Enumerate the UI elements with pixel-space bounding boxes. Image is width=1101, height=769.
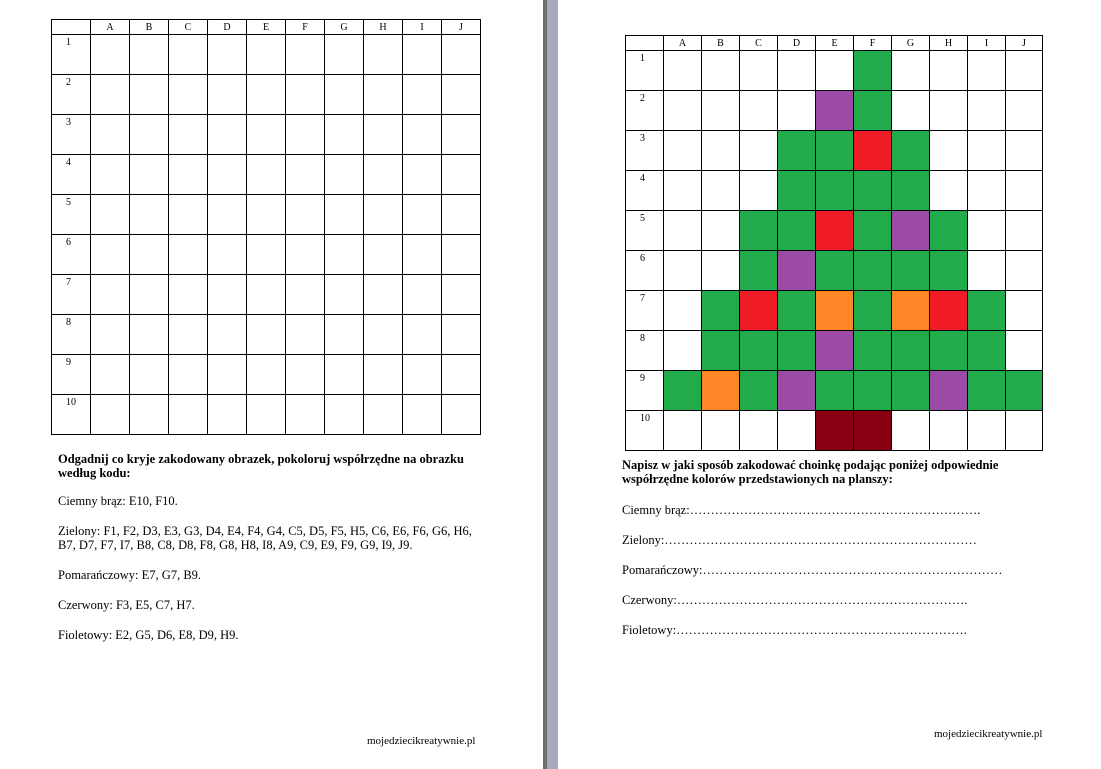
- grid-cell-g2[interactable]: [325, 75, 364, 115]
- column-header-a: A: [664, 36, 702, 51]
- column-header-h: H: [930, 36, 968, 51]
- grid-cell-h8: [930, 331, 968, 371]
- grid-cell-a7[interactable]: [91, 275, 130, 315]
- grid-row: [626, 131, 1043, 171]
- grid-cell-d8: [778, 331, 816, 371]
- grid-cell-j6: [1006, 251, 1043, 291]
- column-header-e: E: [816, 36, 854, 51]
- grid-cell-g3[interactable]: [325, 115, 364, 155]
- grid-cell-i7[interactable]: [403, 275, 442, 315]
- grid-cell-j3: [1006, 131, 1043, 171]
- grid-cell-a3[interactable]: [91, 115, 130, 155]
- grid-cell-e7[interactable]: [247, 275, 286, 315]
- grid-cell-e10: [816, 411, 854, 451]
- grid-cell-c10[interactable]: [169, 395, 208, 435]
- code-dark-brown: Ciemny brąz: E10, F10.: [58, 494, 178, 508]
- grid-cell-e10[interactable]: [247, 395, 286, 435]
- grid-cell-c6[interactable]: [169, 235, 208, 275]
- answer-line-purple[interactable]: Fioletowy:…………………………………………………………….: [622, 623, 967, 637]
- grid-cell-b5[interactable]: [130, 195, 169, 235]
- grid-cell-a3: [664, 131, 702, 171]
- grid-cell-j2: [1006, 91, 1043, 131]
- grid-row: [52, 75, 481, 115]
- grid-cell-d5: [778, 211, 816, 251]
- corner-cell: [52, 20, 91, 35]
- grid-cell-j10[interactable]: [442, 395, 481, 435]
- grid-cell-f6[interactable]: [286, 235, 325, 275]
- grid-cell-a9: [664, 371, 702, 411]
- grid-row: [626, 51, 1043, 91]
- grid-cell-c3[interactable]: [169, 115, 208, 155]
- grid-row: [626, 91, 1043, 131]
- grid-cell-e3: [816, 131, 854, 171]
- grid-row: [626, 291, 1043, 331]
- row-header-3: 3: [52, 115, 91, 155]
- column-header-f: F: [286, 20, 325, 35]
- grid-row: [626, 211, 1043, 251]
- grid-cell-h1[interactable]: [364, 35, 403, 75]
- corner-cell: [626, 36, 664, 51]
- grid-row: [52, 235, 481, 275]
- column-header-i: I: [403, 20, 442, 35]
- grid-cell-j10: [1006, 411, 1043, 451]
- code-orange: Pomarańczowy: E7, G7, B9.: [58, 568, 202, 582]
- grid-cell-g4[interactable]: [325, 155, 364, 195]
- grid-cell-e3[interactable]: [247, 115, 286, 155]
- left-worksheet-page: [0, 0, 543, 769]
- grid-cell-a2[interactable]: [91, 75, 130, 115]
- grid-cell-a4[interactable]: [91, 155, 130, 195]
- grid-row: [52, 395, 481, 435]
- grid-cell-j5[interactable]: [442, 195, 481, 235]
- row-header-5: 5: [626, 211, 664, 251]
- grid-cell-c10: [740, 411, 778, 451]
- grid-cell-c4[interactable]: [169, 155, 208, 195]
- grid-cell-c5[interactable]: [169, 195, 208, 235]
- grid-cell-h6: [930, 251, 968, 291]
- grid-cell-h9[interactable]: [364, 355, 403, 395]
- grid-cell-b3: [702, 131, 740, 171]
- grid-row: [52, 195, 481, 235]
- grid-cell-b4: [702, 171, 740, 211]
- grid-row: [52, 275, 481, 315]
- grid-cell-g10: [892, 411, 930, 451]
- grid-cell-f7[interactable]: [286, 275, 325, 315]
- grid-cell-a5[interactable]: [91, 195, 130, 235]
- column-header-f: F: [854, 36, 892, 51]
- grid-cell-f10[interactable]: [286, 395, 325, 435]
- column-header-j: J: [442, 20, 481, 35]
- grid-cell-c5: [740, 211, 778, 251]
- grid-cell-g7[interactable]: [325, 275, 364, 315]
- row-header-1: 1: [52, 35, 91, 75]
- column-header-i: I: [968, 36, 1006, 51]
- grid-cell-e2: [816, 91, 854, 131]
- grid-cell-f2: [854, 91, 892, 131]
- grid-cell-h5: [930, 211, 968, 251]
- grid-cell-d1: [778, 51, 816, 91]
- grid-cell-j4[interactable]: [442, 155, 481, 195]
- grid-cell-b8: [702, 331, 740, 371]
- grid-cell-i3[interactable]: [403, 115, 442, 155]
- grid-row: [52, 115, 481, 155]
- grid-row: [52, 315, 481, 355]
- grid-cell-b5: [702, 211, 740, 251]
- grid-cell-a7: [664, 291, 702, 331]
- grid-row: [626, 411, 1043, 451]
- grid-cell-i7: [968, 291, 1006, 331]
- grid-cell-e9: [816, 371, 854, 411]
- grid-row: [52, 35, 481, 75]
- row-header-8: 8: [626, 331, 664, 371]
- answer-line-orange[interactable]: Pomarańczowy:………………………………………………………………: [622, 563, 1003, 577]
- grid-cell-i10: [968, 411, 1006, 451]
- grid-cell-d6: [778, 251, 816, 291]
- grid-cell-f10: [854, 411, 892, 451]
- row-header-10: 10: [52, 395, 91, 435]
- grid-cell-f5: [854, 211, 892, 251]
- colored-christmas-tree-grid: [625, 35, 1043, 451]
- grid-cell-d8[interactable]: [208, 315, 247, 355]
- grid-cell-g1: [892, 51, 930, 91]
- grid-cell-g9: [892, 371, 930, 411]
- grid-cell-i5: [968, 211, 1006, 251]
- grid-cell-e4: [816, 171, 854, 211]
- row-header-6: 6: [626, 251, 664, 291]
- grid-cell-h7[interactable]: [364, 275, 403, 315]
- grid-cell-i9[interactable]: [403, 355, 442, 395]
- grid-cell-h8[interactable]: [364, 315, 403, 355]
- grid-cell-i1: [968, 51, 1006, 91]
- grid-cell-d1[interactable]: [208, 35, 247, 75]
- grid-cell-f8[interactable]: [286, 315, 325, 355]
- grid-cell-f1[interactable]: [286, 35, 325, 75]
- grid-cell-h2: [930, 91, 968, 131]
- grid-cell-e2[interactable]: [247, 75, 286, 115]
- grid-cell-a4: [664, 171, 702, 211]
- grid-cell-g5[interactable]: [325, 195, 364, 235]
- grid-cell-d10[interactable]: [208, 395, 247, 435]
- grid-cell-d4[interactable]: [208, 155, 247, 195]
- grid-cell-i9: [968, 371, 1006, 411]
- grid-cell-d3: [778, 131, 816, 171]
- grid-cell-g3: [892, 131, 930, 171]
- column-header-row: [626, 36, 1043, 51]
- grid-cell-b8[interactable]: [130, 315, 169, 355]
- grid-cell-d7: [778, 291, 816, 331]
- grid-cell-a8: [664, 331, 702, 371]
- grid-cell-b10[interactable]: [130, 395, 169, 435]
- grid-cell-d7[interactable]: [208, 275, 247, 315]
- grid-cell-c9: [740, 371, 778, 411]
- grid-row: [626, 171, 1043, 211]
- grid-cell-i3: [968, 131, 1006, 171]
- grid-cell-c1[interactable]: [169, 35, 208, 75]
- grid-cell-d5[interactable]: [208, 195, 247, 235]
- grid-cell-c6: [740, 251, 778, 291]
- grid-cell-h4: [930, 171, 968, 211]
- grid-cell-j4: [1006, 171, 1043, 211]
- grid-cell-e6[interactable]: [247, 235, 286, 275]
- grid-cell-e6: [816, 251, 854, 291]
- row-header-4: 4: [626, 171, 664, 211]
- grid-cell-a5: [664, 211, 702, 251]
- grid-cell-j5: [1006, 211, 1043, 251]
- grid-cell-b7[interactable]: [130, 275, 169, 315]
- grid-cell-b2: [702, 91, 740, 131]
- grid-cell-b10: [702, 411, 740, 451]
- column-header-e: E: [247, 20, 286, 35]
- grid-cell-b6[interactable]: [130, 235, 169, 275]
- grid-cell-b1: [702, 51, 740, 91]
- grid-cell-j3[interactable]: [442, 115, 481, 155]
- grid-cell-h6[interactable]: [364, 235, 403, 275]
- grid-row: [626, 371, 1043, 411]
- grid-cell-j7: [1006, 291, 1043, 331]
- left-footer-watermark: mojedziecikreatywnie.pl: [367, 735, 476, 747]
- column-header-a: A: [91, 20, 130, 35]
- grid-cell-c7: [740, 291, 778, 331]
- grid-row: [52, 355, 481, 395]
- grid-cell-b3[interactable]: [130, 115, 169, 155]
- grid-cell-f3: [854, 131, 892, 171]
- grid-cell-c9[interactable]: [169, 355, 208, 395]
- grid-cell-c3: [740, 131, 778, 171]
- row-header-7: 7: [626, 291, 664, 331]
- grid-cell-h1: [930, 51, 968, 91]
- right-heading: Napisz w jaki sposób zakodować choinkę podając poniżej odpowiednie współrzędne kolorów przedstawionych na planszy:: [622, 458, 999, 486]
- grid-cell-j1: [1006, 51, 1043, 91]
- page-divider-gap: [547, 0, 558, 769]
- grid-cell-a6[interactable]: [91, 235, 130, 275]
- grid-cell-c8[interactable]: [169, 315, 208, 355]
- grid-cell-h3[interactable]: [364, 115, 403, 155]
- grid-cell-i8[interactable]: [403, 315, 442, 355]
- grid-cell-a6: [664, 251, 702, 291]
- grid-cell-d3[interactable]: [208, 115, 247, 155]
- right-footer-watermark: mojedziecikreatywnie.pl: [934, 728, 1043, 740]
- column-header-b: B: [130, 20, 169, 35]
- code-red: Czerwony: F3, E5, C7, H7.: [58, 598, 195, 612]
- blank-coordinate-grid: [51, 19, 481, 435]
- grid-cell-a1[interactable]: [91, 35, 130, 75]
- grid-cell-g8: [892, 331, 930, 371]
- grid-row: [626, 251, 1043, 291]
- grid-cell-f2[interactable]: [286, 75, 325, 115]
- grid-cell-d2: [778, 91, 816, 131]
- right-instructions: [622, 458, 1042, 500]
- grid-cell-j8[interactable]: [442, 315, 481, 355]
- column-header-row: [52, 20, 481, 35]
- row-header-2: 2: [52, 75, 91, 115]
- grid-cell-f1: [854, 51, 892, 91]
- grid-cell-b7: [702, 291, 740, 331]
- column-header-j: J: [1006, 36, 1043, 51]
- grid-cell-j7[interactable]: [442, 275, 481, 315]
- grid-cell-f9[interactable]: [286, 355, 325, 395]
- grid-cell-f8: [854, 331, 892, 371]
- column-header-g: G: [892, 36, 930, 51]
- grid-cell-e9[interactable]: [247, 355, 286, 395]
- grid-cell-f4[interactable]: [286, 155, 325, 195]
- column-header-c: C: [740, 36, 778, 51]
- grid-cell-f4: [854, 171, 892, 211]
- grid-cell-a9[interactable]: [91, 355, 130, 395]
- grid-cell-i2: [968, 91, 1006, 131]
- row-header-1: 1: [626, 51, 664, 91]
- grid-cell-e4[interactable]: [247, 155, 286, 195]
- column-header-b: B: [702, 36, 740, 51]
- grid-cell-e5[interactable]: [247, 195, 286, 235]
- grid-cell-g6: [892, 251, 930, 291]
- grid-cell-g4: [892, 171, 930, 211]
- grid-cell-d9: [778, 371, 816, 411]
- grid-cell-a10[interactable]: [91, 395, 130, 435]
- grid-cell-d4: [778, 171, 816, 211]
- answer-line-red[interactable]: Czerwony:…………………………………………………………….: [622, 593, 968, 607]
- grid-cell-g1[interactable]: [325, 35, 364, 75]
- grid-cell-e1: [816, 51, 854, 91]
- grid-cell-j9: [1006, 371, 1043, 411]
- grid-cell-i6[interactable]: [403, 235, 442, 275]
- row-header-4: 4: [52, 155, 91, 195]
- grid-cell-a8[interactable]: [91, 315, 130, 355]
- grid-cell-b9[interactable]: [130, 355, 169, 395]
- grid-cell-g2: [892, 91, 930, 131]
- column-header-h: H: [364, 20, 403, 35]
- grid-cell-h10: [930, 411, 968, 451]
- column-header-g: G: [325, 20, 364, 35]
- grid-cell-j9[interactable]: [442, 355, 481, 395]
- grid-cell-i2[interactable]: [403, 75, 442, 115]
- grid-cell-i10[interactable]: [403, 395, 442, 435]
- grid-cell-a2: [664, 91, 702, 131]
- grid-cell-f5[interactable]: [286, 195, 325, 235]
- grid-cell-h9: [930, 371, 968, 411]
- grid-cell-h2[interactable]: [364, 75, 403, 115]
- answer-line-dark-brown[interactable]: Ciemny brąz:…………………………………………………………….: [622, 503, 981, 517]
- grid-cell-h3: [930, 131, 968, 171]
- column-header-c: C: [169, 20, 208, 35]
- grid-cell-e7: [816, 291, 854, 331]
- grid-cell-i5[interactable]: [403, 195, 442, 235]
- grid-cell-e1[interactable]: [247, 35, 286, 75]
- grid-cell-j8: [1006, 331, 1043, 371]
- grid-cell-g9[interactable]: [325, 355, 364, 395]
- grid-cell-g7: [892, 291, 930, 331]
- grid-cell-f7: [854, 291, 892, 331]
- grid-cell-g5: [892, 211, 930, 251]
- grid-cell-c7[interactable]: [169, 275, 208, 315]
- grid-cell-g6[interactable]: [325, 235, 364, 275]
- grid-cell-g8[interactable]: [325, 315, 364, 355]
- grid-cell-i4[interactable]: [403, 155, 442, 195]
- grid-cell-f3[interactable]: [286, 115, 325, 155]
- left-heading: Odgadnij co kryje zakodowany obrazek, pokoloruj współrzędne na obrazku według kodu:: [58, 452, 464, 480]
- grid-cell-j2[interactable]: [442, 75, 481, 115]
- column-header-d: D: [208, 20, 247, 35]
- row-header-9: 9: [52, 355, 91, 395]
- grid-cell-a10: [664, 411, 702, 451]
- grid-cell-e5: [816, 211, 854, 251]
- grid-cell-j6[interactable]: [442, 235, 481, 275]
- grid-cell-d10: [778, 411, 816, 451]
- row-header-7: 7: [52, 275, 91, 315]
- grid-cell-i6: [968, 251, 1006, 291]
- grid-cell-d2[interactable]: [208, 75, 247, 115]
- grid-cell-f6: [854, 251, 892, 291]
- left-instructions: [58, 452, 478, 658]
- grid-cell-d6[interactable]: [208, 235, 247, 275]
- grid-cell-h7: [930, 291, 968, 331]
- grid-cell-c2[interactable]: [169, 75, 208, 115]
- grid-cell-f9: [854, 371, 892, 411]
- grid-cell-a1: [664, 51, 702, 91]
- row-header-9: 9: [626, 371, 664, 411]
- grid-cell-d9[interactable]: [208, 355, 247, 395]
- row-header-3: 3: [626, 131, 664, 171]
- grid-cell-i8: [968, 331, 1006, 371]
- grid-cell-c2: [740, 91, 778, 131]
- grid-cell-g10[interactable]: [325, 395, 364, 435]
- row-header-5: 5: [52, 195, 91, 235]
- row-header-10: 10: [626, 411, 664, 451]
- grid-row: [52, 155, 481, 195]
- grid-cell-i4: [968, 171, 1006, 211]
- grid-cell-b2[interactable]: [130, 75, 169, 115]
- grid-cell-b9: [702, 371, 740, 411]
- grid-cell-h10[interactable]: [364, 395, 403, 435]
- grid-cell-b4[interactable]: [130, 155, 169, 195]
- row-header-2: 2: [626, 91, 664, 131]
- grid-cell-j1[interactable]: [442, 35, 481, 75]
- answer-line-green[interactable]: Zielony:…………………………………………………………………: [622, 533, 977, 547]
- grid-cell-b1[interactable]: [130, 35, 169, 75]
- grid-cell-h5[interactable]: [364, 195, 403, 235]
- grid-cell-i1[interactable]: [403, 35, 442, 75]
- grid-row: [626, 331, 1043, 371]
- grid-cell-h4[interactable]: [364, 155, 403, 195]
- grid-cell-e8[interactable]: [247, 315, 286, 355]
- code-purple: Fioletowy: E2, G5, D6, E8, D9, H9.: [58, 628, 239, 642]
- grid-cell-e8: [816, 331, 854, 371]
- grid-cell-c4: [740, 171, 778, 211]
- code-green: Zielony: F1, F2, D3, E3, G3, D4, E4, F4, G4, C5, D5, F5, H5, C6, E6, F6, G6, H6, B7, D7, F7, I7, B8, C8, D8, F8, G8, H8, I8, A9, C9, E9, F9, G9, I9, J9.: [58, 524, 472, 552]
- column-header-d: D: [778, 36, 816, 51]
- grid-cell-b6: [702, 251, 740, 291]
- row-header-6: 6: [52, 235, 91, 275]
- row-header-8: 8: [52, 315, 91, 355]
- grid-cell-c1: [740, 51, 778, 91]
- grid-cell-c8: [740, 331, 778, 371]
